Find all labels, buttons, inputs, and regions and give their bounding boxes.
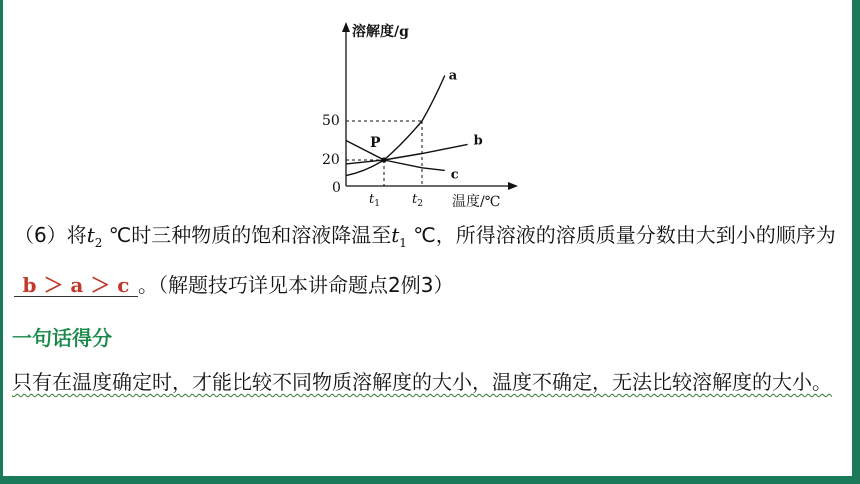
guide-lines — [346, 121, 422, 186]
series-label-a: a — [448, 68, 458, 84]
question-text — [14, 214, 844, 306]
y-axis-label: 溶解度/g — [352, 24, 409, 40]
series-line-b — [346, 144, 468, 164]
x-tick-label-t1: $t_1$ — [369, 192, 380, 209]
y-tick-label: 50 — [322, 113, 340, 129]
y-axis-arrow-icon — [342, 22, 350, 32]
question-prefix: （6）将 — [14, 223, 87, 247]
solubility-chart — [300, 14, 550, 214]
y-tick-label: 0 — [332, 180, 341, 196]
x-tick-label-t2: $t_2$ — [412, 192, 423, 209]
series-line-a — [346, 76, 445, 176]
series-label-c: c — [450, 167, 459, 183]
question-suffix: 。（解题技巧详见本讲命题点2例3） — [138, 273, 454, 297]
answer-blank: b ＞ a ＞ c — [14, 274, 138, 297]
x-axis-arrow-icon — [508, 182, 518, 190]
tip-heading: 一句话得分 — [12, 326, 112, 350]
tip-text: 只有在温度确定时，才能比较不同物质溶解度的大小，温度不确定，无法比较溶解度的大小。 — [12, 370, 832, 394]
t2-variable: $t_2$ — [86, 223, 103, 250]
point-p-label: P — [370, 135, 381, 151]
series-line-c — [346, 141, 445, 171]
t1-variable: $t_1$ — [391, 223, 407, 250]
curves — [346, 69, 483, 183]
question-mid2: ℃，所得溶液的溶质质量分数由大到小的顺序为 — [406, 223, 836, 247]
x-axis-label: 温度/℃ — [452, 194, 501, 210]
question-mid1: ℃时三种物质的饱和溶液降温至 — [102, 223, 392, 247]
point-p-marker — [381, 157, 386, 162]
series-label-b: b — [473, 133, 483, 149]
y-tick-label: 20 — [322, 152, 340, 168]
